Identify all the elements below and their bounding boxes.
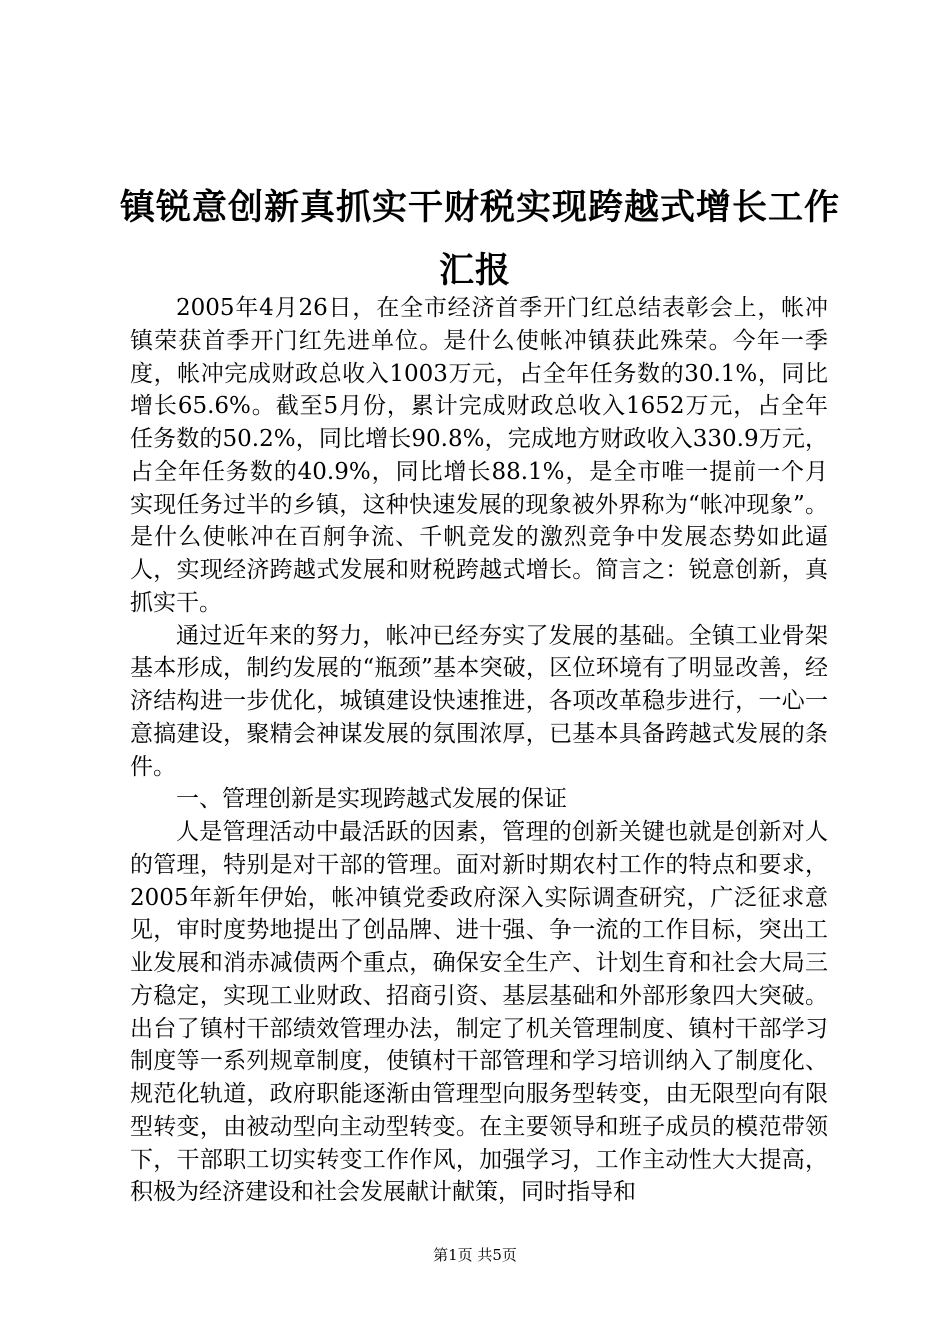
paragraph-foundation: 通过近年来的努力，帐冲已经夯实了发展的基础。全镇工业骨架基本形成，制约发展的“瓶颈”基本突破，区位环境有了明显改善，经济结构进一步优化，城镇建设快速推进，各项改革稳步进行，一心一意搞建设，聚精会神谋发展的氛围浓厚，已基本具备跨越式发展的条件。 [130, 622, 828, 780]
document-title-line-1: 镇锐意创新真抓实干财税实现跨越式增长工作 [120, 187, 841, 228]
document-body [130, 292, 828, 1209]
paragraph-intro: 2005年4月26日，在全市经济首季开门红总结表彰会上，帐冲镇荣获首季开门红先进单位。是什么使帐冲镇获此殊荣。今年一季度，帐冲完成财政总收入1003万元，占全年任务数的30.1%，同比增长65.6%。截至5月份，累计完成财政总收入1652万元，占全年任务数的50.2%，同比增长90.8%，完成地方财政收入330.9万元，占全年任务数的40.9%，同比增长88.1%，是全市唯一提前一个月实现任务过半的乡镇，这种快速发展的现象被外界称为“帐冲现象”。是什么使帐冲在百舸争流、千帆竞发的激烈竞争中发展态势如此逼人，实现经济跨越式发展和财税跨越式增长。简言之：锐意创新，真抓实干。 [130, 295, 828, 616]
paragraph-management: 人是管理活动中最活跃的因素，管理的创新关键也就是创新对人的管理，特别是对干部的管理。面对新时期农村工作的特点和要求，2005年新年伊始，帐冲镇党委政府深入实际调查研究，广泛征求意见，审时度势地提出了创品牌、进十强、争一流的工作目标，突出工业发展和消赤减债两个重点，确保安全生产、计划生育和社会大局三方稳定，实现工业财政、招商引资、基层基础和外部形象四大突破。出台了镇村干部绩效管理办法，制定了机关管理制度、镇村干部学习制度等一系列规章制度，使镇村干部管理和学习培训纳入了制度化、规范化轨道，政府职能逐渐由管理型向服务型转变，由无限型向有限型转变，由被动型向主动型转变。在主要领导和班子成员的模范带领下，干部职工切实转变工作作风，加强学习，工作主动性大大提高，积极为经济建设和社会发展献计献策，同时指导和 [130, 819, 828, 1206]
page-footer: 第1页 共5页 [433, 1246, 517, 1264]
document-title-line-2: 汇报 [438, 250, 511, 291]
section-heading-management-innovation: 一、管理创新是实现跨越式发展的保证 [176, 786, 567, 813]
